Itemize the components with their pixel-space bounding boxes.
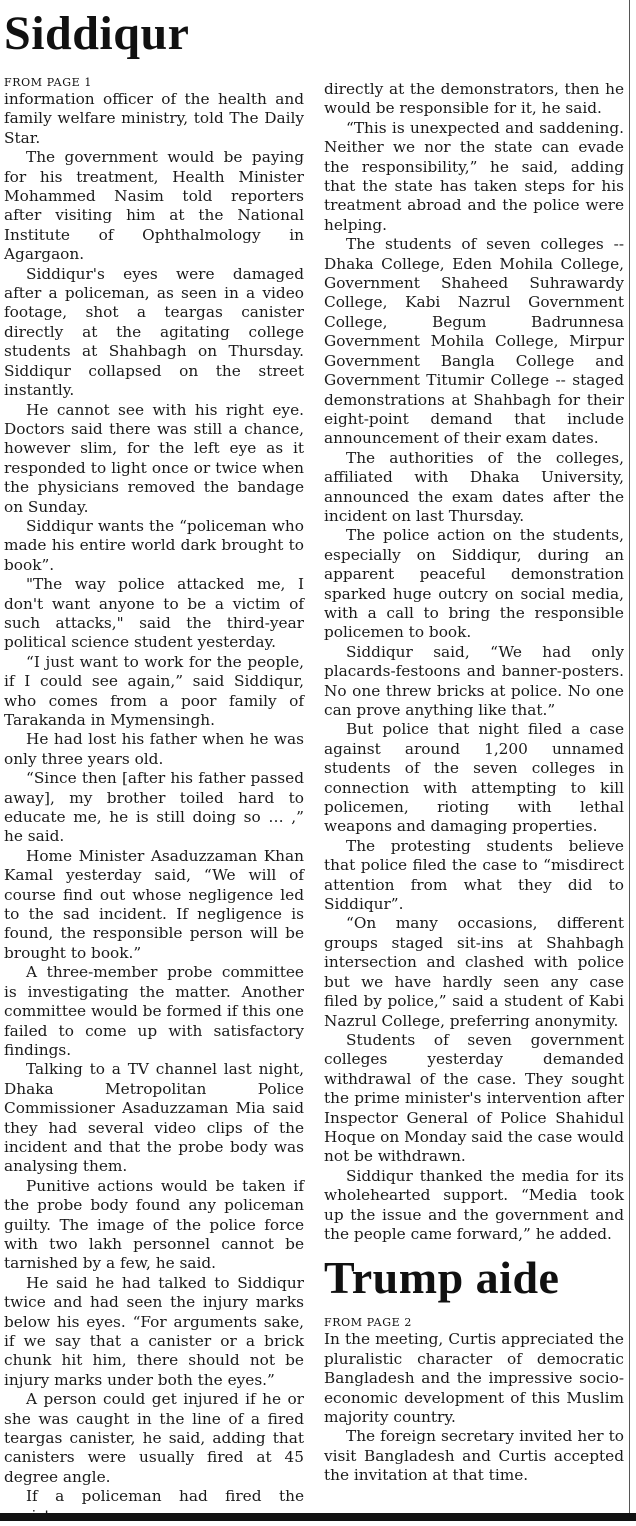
second-jump-line: FROM PAGE 2 [324, 1316, 412, 1330]
left-column [4, 0, 304, 1526]
paragraph: A person could get injured if he or she was caught in the line of a fired teargas canister, he said, adding that canisters were usually fired at 45 degree angle. [4, 1390, 304, 1486]
paragraph: In the meeting, Curtis appreciated the pluralistic character of democratic Bangladesh and the impressive socio-economic development of this Muslim majority country. [324, 1330, 624, 1426]
paragraph: He had lost his father when he was only three years old. [4, 730, 304, 768]
paragraph: The authorities of the colleges, affiliated with Dhaka University, announced the exam dates after the incident on last Thursday. [324, 448, 624, 525]
column-rule [629, 0, 630, 1513]
paragraph: “I just want to work for the people, if I could see again,” said Siddiqur, who comes from a poor family of Tarakanda in Mymensingh. [4, 652, 304, 729]
paragraph: Siddiqur's eyes were damaged after a policeman, as seen in a video footage, shot a teargas canister directly at the agitating college students at Shahbagh on Thursday. Siddiqur collapsed on the street instantly. [4, 264, 304, 400]
right-column [324, 80, 624, 1486]
paragraph: “This is unexpected and saddening. Neither we nor the state can evade the responsibility,” he said, adding that the state has taken steps for his treatment abroad and the police were helping. [324, 118, 624, 234]
paragraph: Home Minister Asaduzzaman Khan Kamal yesterday said, “We will of course find out whose negligence led to the sad incident. If negligence is found, the responsible person will be brought to book.” [4, 846, 304, 962]
paragraph: directly at the demonstrators, then he would be responsible for it, he said. [324, 80, 624, 118]
paragraph: “Since then [after his father passed away], my brother toiled hard to educate me, he is still doing so … ,” he said. [4, 769, 304, 846]
paragraph: “On many occasions, different groups staged sit-ins at Shahbagh intersection and clashed with police but we have hardly seen any case filed by police,” said a student of Kabi Nazrul College, preferring anonymity. [324, 914, 624, 1030]
paragraph: Siddiqur said, “We had only placards-festoons and banner-posters. No one threw bricks at police. No one can prove anything like that.” [324, 642, 624, 719]
paragraph: Talking to a TV channel last night, Dhaka Metropolitan Police Commissioner Asaduzzaman Mia said they had several video clips of the incident and that the probe body was analysing them. [4, 1060, 304, 1176]
paragraph: "The way police attacked me, I don't want anyone to be a victim of such attacks," said the third-year political science student yesterday. [4, 575, 304, 652]
paragraph: Siddiqur thanked the media for its wholehearted support. “Media took up the issue and the government and the people came forward,” he added. [324, 1166, 624, 1243]
page-bottom-border [0, 1513, 636, 1521]
paragraph: Siddiqur wants the “policeman who made his entire world dark brought to book”. [4, 516, 304, 574]
paragraph: The students of seven colleges -- Dhaka College, Eden Mohila College, Government Shaheed Suhrawardy College, Kabi Nazrul Government College, Begum Badrunnesa Government Mohila College, Mirpur Government Bangla College and Government Titumir College -- staged demonstrations at Shahbagh for their eight-point demand that include announcement of their exam dates. [324, 235, 624, 448]
paragraph: He said he had talked to Siddiqur twice and had seen the injury marks below his eyes. “For arguments sake, if we say that a canister or a brick chunk hit him, there should not be injury marks under both the eyes.” [4, 1273, 304, 1389]
paragraph: information officer of the health and family welfare ministry, told The Daily Star. [4, 90, 304, 147]
jump-line: FROM PAGE 1 [4, 76, 92, 89]
paragraph: The foreign secretary invited her to visit Bangladesh and Curtis accepted the invitation at that time. [324, 1427, 624, 1485]
paragraph: The protesting students believe that police filed the case to “misdirect attention from what they did to Siddiqur”. [324, 836, 624, 914]
paragraph: A three-member probe committee is investigating the matter. Another committee would be formed if this one failed to come up with satisfactory findings. [4, 963, 304, 1059]
story-headline: Siddiqur [4, 7, 190, 60]
paragraph: The police action on the students, especially on Siddiqur, during an apparent peaceful demonstration sparked huge outcry on social media, with a call to bring the responsible policemen to book. [324, 526, 624, 642]
paragraph: Students of seven government colleges yesterday demanded withdrawal of the case. They sought the prime minister's intervention after Inspector General of Police Shahidul Hoque on Monday said the case would not be withdrawn. [324, 1030, 624, 1166]
paragraph: If a policeman had fired the [26, 1487, 304, 1506]
paragraph: The government would be paying for his treatment, Health Minister Mohammed Nasim told reporters after visiting him at the National Institute of Ophthalmology in Agargaon. [4, 148, 304, 264]
paragraph: But police that night filed a case against around 1,200 unnamed students of the seven colleges in connection with attempting to kill policemen, rioting with lethal weapons and damaging properties. [324, 720, 624, 836]
paragraph: Punitive actions would be taken if the probe body found any policeman guilty. The image of the police force with two lakh personnel cannot be tarnished by a few, he said. [4, 1176, 304, 1273]
paragraph: He cannot see with his right eye. Doctors said there was still a chance, however slim, for the left eye as it responded to light once or twice when the physicians removed the bandage on Sunday. [4, 400, 304, 516]
second-story-headline: Trump aide [324, 1252, 560, 1304]
